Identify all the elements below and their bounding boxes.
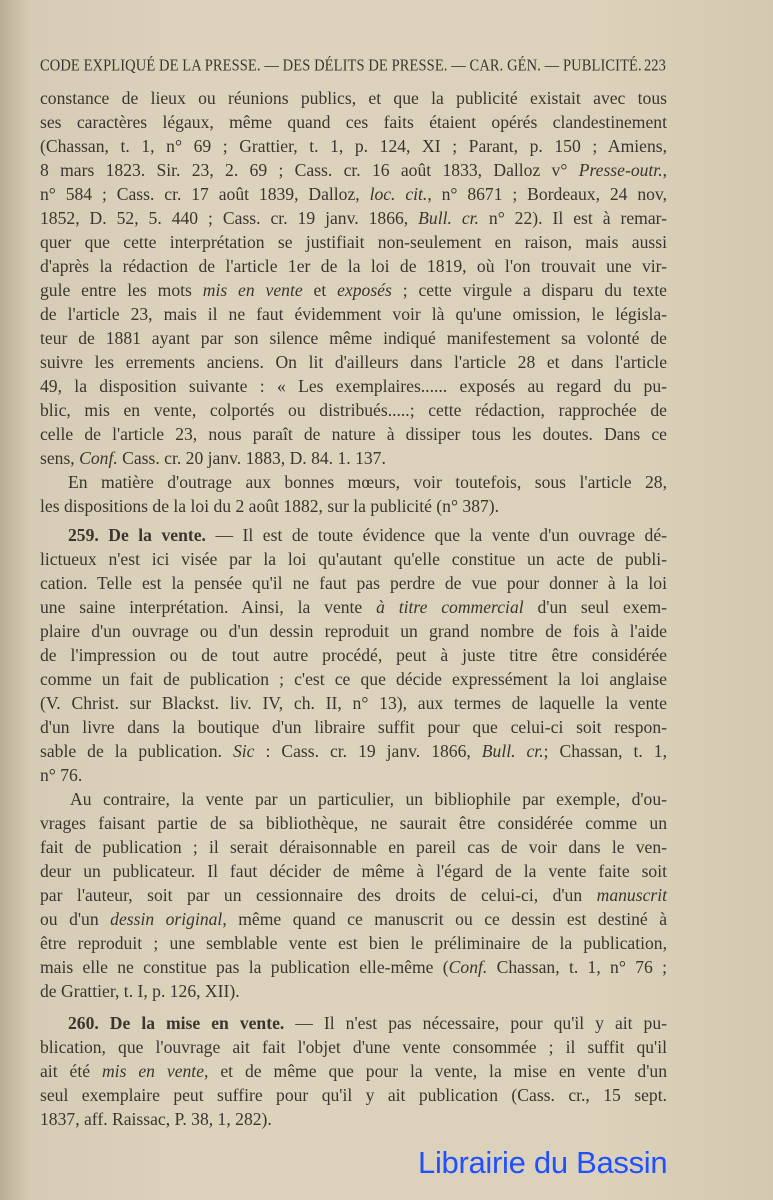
text-segment: celle de l'article 23, nous paraît de nature à dissiper tous les doutes. Dans ce bbox=[40, 424, 667, 444]
text-line bbox=[40, 812, 667, 834]
text-line bbox=[40, 908, 667, 930]
text-segment: n° 584 ; Cass. cr. 17 août 1839, Dalloz, bbox=[40, 184, 370, 204]
text-line bbox=[68, 471, 667, 493]
text-segment: 1852, D. 52, 5. 440 ; Cass. cr. 19 janv. 1866, bbox=[40, 208, 419, 228]
text-segment: , bbox=[662, 160, 667, 180]
text-line bbox=[40, 159, 667, 181]
text-line bbox=[40, 836, 667, 858]
running-header bbox=[40, 57, 666, 77]
text-line bbox=[40, 87, 667, 109]
text-line bbox=[70, 788, 667, 810]
text-segment: n° 22). Il est à remar- bbox=[478, 208, 667, 228]
text-segment: constance de lieux ou réunions publics, et que la publicité existait avec tous bbox=[40, 88, 667, 108]
text-line bbox=[40, 255, 667, 277]
text-segment: ses caractères légaux, même quand ces faits étaient opérés clandestinement bbox=[40, 112, 667, 132]
text-segment: de l'article 23, mais il ne faut évidemment voir là qu'une omission, le législa- bbox=[40, 304, 667, 324]
text-line bbox=[40, 495, 667, 517]
text-line bbox=[40, 1084, 667, 1106]
text-segment: fait de publication ; il serait déraisonnable en pareil cas de voir dans le ven- bbox=[40, 837, 667, 857]
text-segment: Bull. cr. bbox=[481, 741, 544, 761]
text-line bbox=[40, 447, 667, 469]
page-number: 223 bbox=[643, 56, 666, 76]
text-segment: manuscrit bbox=[596, 885, 667, 905]
text-line bbox=[40, 860, 667, 882]
text-line bbox=[40, 327, 667, 349]
text-segment: ; Chassan, t. 1, bbox=[543, 741, 667, 761]
text-line bbox=[40, 548, 667, 570]
text-segment: deur un publicateur. Il faut décider de même à l'égard de la vente faite soit bbox=[40, 861, 667, 881]
text-segment: (V. Christ. sur Blackst. liv. IV, ch. II, n° 13), aux termes de laquelle la vente bbox=[40, 693, 667, 713]
text-segment: de Grattier, t. I, p. 126, XII). bbox=[40, 981, 240, 1001]
text-segment: à titre commercial bbox=[376, 597, 524, 617]
text-segment: d'un livre dans la boutique d'un libraire suffit pour que celui-ci soit respon- bbox=[40, 717, 667, 737]
text-line bbox=[40, 1036, 667, 1058]
text-line bbox=[40, 740, 667, 762]
text-line bbox=[40, 692, 667, 714]
text-line bbox=[40, 764, 667, 786]
text-segment: — Il n'est pas nécessaire, pour qu'il y ait pu- bbox=[284, 1013, 668, 1033]
text-line bbox=[68, 524, 667, 546]
text-segment: , même quand ce manuscrit ou ce dessin est destiné à bbox=[222, 909, 668, 929]
text-segment: les dispositions de la loi du 2 août 1882, sur la publicité (n° 387). bbox=[40, 496, 500, 516]
text-segment: dessin original bbox=[110, 909, 223, 929]
text-line bbox=[40, 351, 667, 373]
text-line bbox=[40, 183, 667, 205]
text-line bbox=[68, 1012, 667, 1034]
text-segment: En matière d'outrage aux bonnes mœurs, voir toutefois, sous l'article 28, bbox=[68, 472, 667, 492]
text-line bbox=[40, 1060, 667, 1082]
text-line bbox=[40, 884, 667, 906]
text-segment: — Il est de toute évidence que la vente d'un ouvrage dé- bbox=[205, 525, 667, 545]
text-line bbox=[40, 620, 667, 642]
text-segment: quer que cette interprétation se justifiait non-seulement en raison, mais aussi bbox=[40, 232, 667, 252]
text-segment: vrages faisant partie de sa bibliothèque, ne saurait être considérée comme un bbox=[40, 813, 667, 833]
text-segment: Conf. bbox=[448, 957, 488, 977]
text-segment: ; cette virgule a disparu du texte bbox=[391, 280, 667, 300]
text-line bbox=[40, 956, 667, 978]
text-segment: n° 76. bbox=[40, 765, 83, 785]
text-segment: blication, que l'ouvrage ait fait l'objet d'une vente consommée ; il suffit qu'il bbox=[40, 1037, 667, 1057]
section-heading: 259. De la vente. bbox=[68, 525, 206, 545]
text-line bbox=[40, 596, 667, 618]
text-segment: exposés bbox=[337, 280, 392, 300]
text-segment: (Chassan, t. 1, n° 69 ; Grattier, t. 1, p. 124, XI ; Parant, p. 150 ; Amiens, bbox=[40, 136, 667, 156]
text-line bbox=[40, 111, 667, 133]
text-segment: gule entre les mots bbox=[40, 280, 203, 300]
text-segment: , n° 8671 ; Bordeaux, 24 nov, bbox=[427, 184, 667, 204]
text-segment: Presse-outr. bbox=[578, 160, 663, 180]
text-line bbox=[40, 279, 667, 301]
text-line bbox=[40, 980, 667, 1002]
text-segment: d'un seul exem- bbox=[523, 597, 668, 617]
watermark: Librairie du Bassin bbox=[418, 1145, 668, 1180]
text-segment: de l'impression ou de tout autre procédé, peut à juste titre être considérée bbox=[40, 645, 667, 665]
text-line bbox=[40, 423, 667, 445]
text-line bbox=[40, 1108, 667, 1130]
text-segment: sable de la publication. bbox=[40, 741, 233, 761]
text-segment: loc. cit. bbox=[369, 184, 428, 204]
text-line bbox=[40, 207, 667, 229]
text-segment: mais elle ne constitue pas la publication elle-même ( bbox=[40, 957, 449, 977]
text-line bbox=[40, 572, 667, 594]
text-segment: mis en vente bbox=[101, 1061, 205, 1081]
text-segment: d'après la rédaction de l'article 1er de la loi de 1819, où l'on trouvait une vir- bbox=[40, 256, 667, 276]
text-line bbox=[40, 375, 667, 397]
text-segment: par l'auteur, soit par un cessionnaire des droits de celui-ci, d'un bbox=[40, 885, 597, 905]
text-line bbox=[40, 399, 667, 421]
running-title: CODE EXPLIQUÉ DE LA PRESSE. — DES DÉLITS DE PRESSE. — CAR. GÉN. — PUBLICITÉ. bbox=[40, 56, 642, 76]
text-segment: : Cass. cr. 19 janv. 1866, bbox=[254, 741, 482, 761]
text-segment: seul exemplaire peut suffire pour qu'il y ait publication (Cass. cr., 15 sept. bbox=[40, 1085, 667, 1105]
section-heading: 260. De la mise en vente. bbox=[68, 1013, 285, 1033]
text-segment: Au contraire, la vente par un particulier, un bibliophile par exemple, d'ou- bbox=[70, 789, 667, 809]
text-segment: 1837, aff. Raissac, P. 38, 1, 282). bbox=[40, 1109, 272, 1129]
text-segment: Sic bbox=[232, 741, 255, 761]
text-segment: lictueux n'est ici visée par la loi qu'autant qu'elle constitue un acte de publi- bbox=[40, 549, 667, 569]
text-line bbox=[40, 644, 667, 666]
text-segment: une saine interprétation. Ainsi, la vente bbox=[40, 597, 377, 617]
text-line bbox=[40, 716, 667, 738]
text-segment: ou d'un bbox=[40, 909, 111, 929]
text-segment: blic, mis en vente, colportés ou distribués.....; cette rédaction, rapprochée de bbox=[40, 400, 667, 420]
text-segment: et bbox=[302, 280, 338, 300]
text-segment: teur de 1881 ayant par son silence même indiqué manifestement sa volonté de bbox=[40, 328, 667, 348]
text-segment: plaire d'un ouvrage ou d'un dessin reproduit un grand nombre de fois à l'aide bbox=[40, 621, 667, 641]
text-segment: Cass. cr. 20 janv. 1883, D. 84. 1. 137. bbox=[117, 448, 386, 468]
text-segment: Chassan, t. 1, n° 76 ; bbox=[487, 957, 667, 977]
text-line bbox=[40, 303, 667, 325]
text-segment: Bull. cr. bbox=[418, 208, 479, 228]
text-segment: , et de même que pour la vente, la mise en vente d'un bbox=[204, 1061, 667, 1081]
text-segment: mis en vente bbox=[202, 280, 303, 300]
text-segment: comme un fait de publication ; c'est ce que décide expressément la loi anglaise bbox=[40, 669, 667, 689]
text-line bbox=[40, 135, 667, 157]
text-segment: 49, la disposition suivante : « Les exemplaires...... exposés au regard du pu- bbox=[40, 376, 667, 396]
text-segment: Conf. bbox=[79, 448, 118, 468]
text-segment: cation. Telle est la pensée qu'il ne faut pas perdre de vue pour donner à la loi bbox=[40, 573, 667, 593]
text-segment: être reproduit ; une semblable vente est bien le préliminaire de la publication, bbox=[40, 933, 667, 953]
text-line bbox=[40, 932, 667, 954]
text-segment: suivre les errements anciens. On lit d'ailleurs dans l'article 28 et dans l'article bbox=[40, 352, 667, 372]
text-line bbox=[40, 668, 667, 690]
text-segment: sens, bbox=[40, 448, 80, 468]
text-line bbox=[40, 231, 667, 253]
text-segment: ait été bbox=[40, 1061, 102, 1081]
text-segment: 8 mars 1823. Sir. 23, 2. 69 ; Cass. cr. 16 août 1833, Dalloz v° bbox=[40, 160, 579, 180]
